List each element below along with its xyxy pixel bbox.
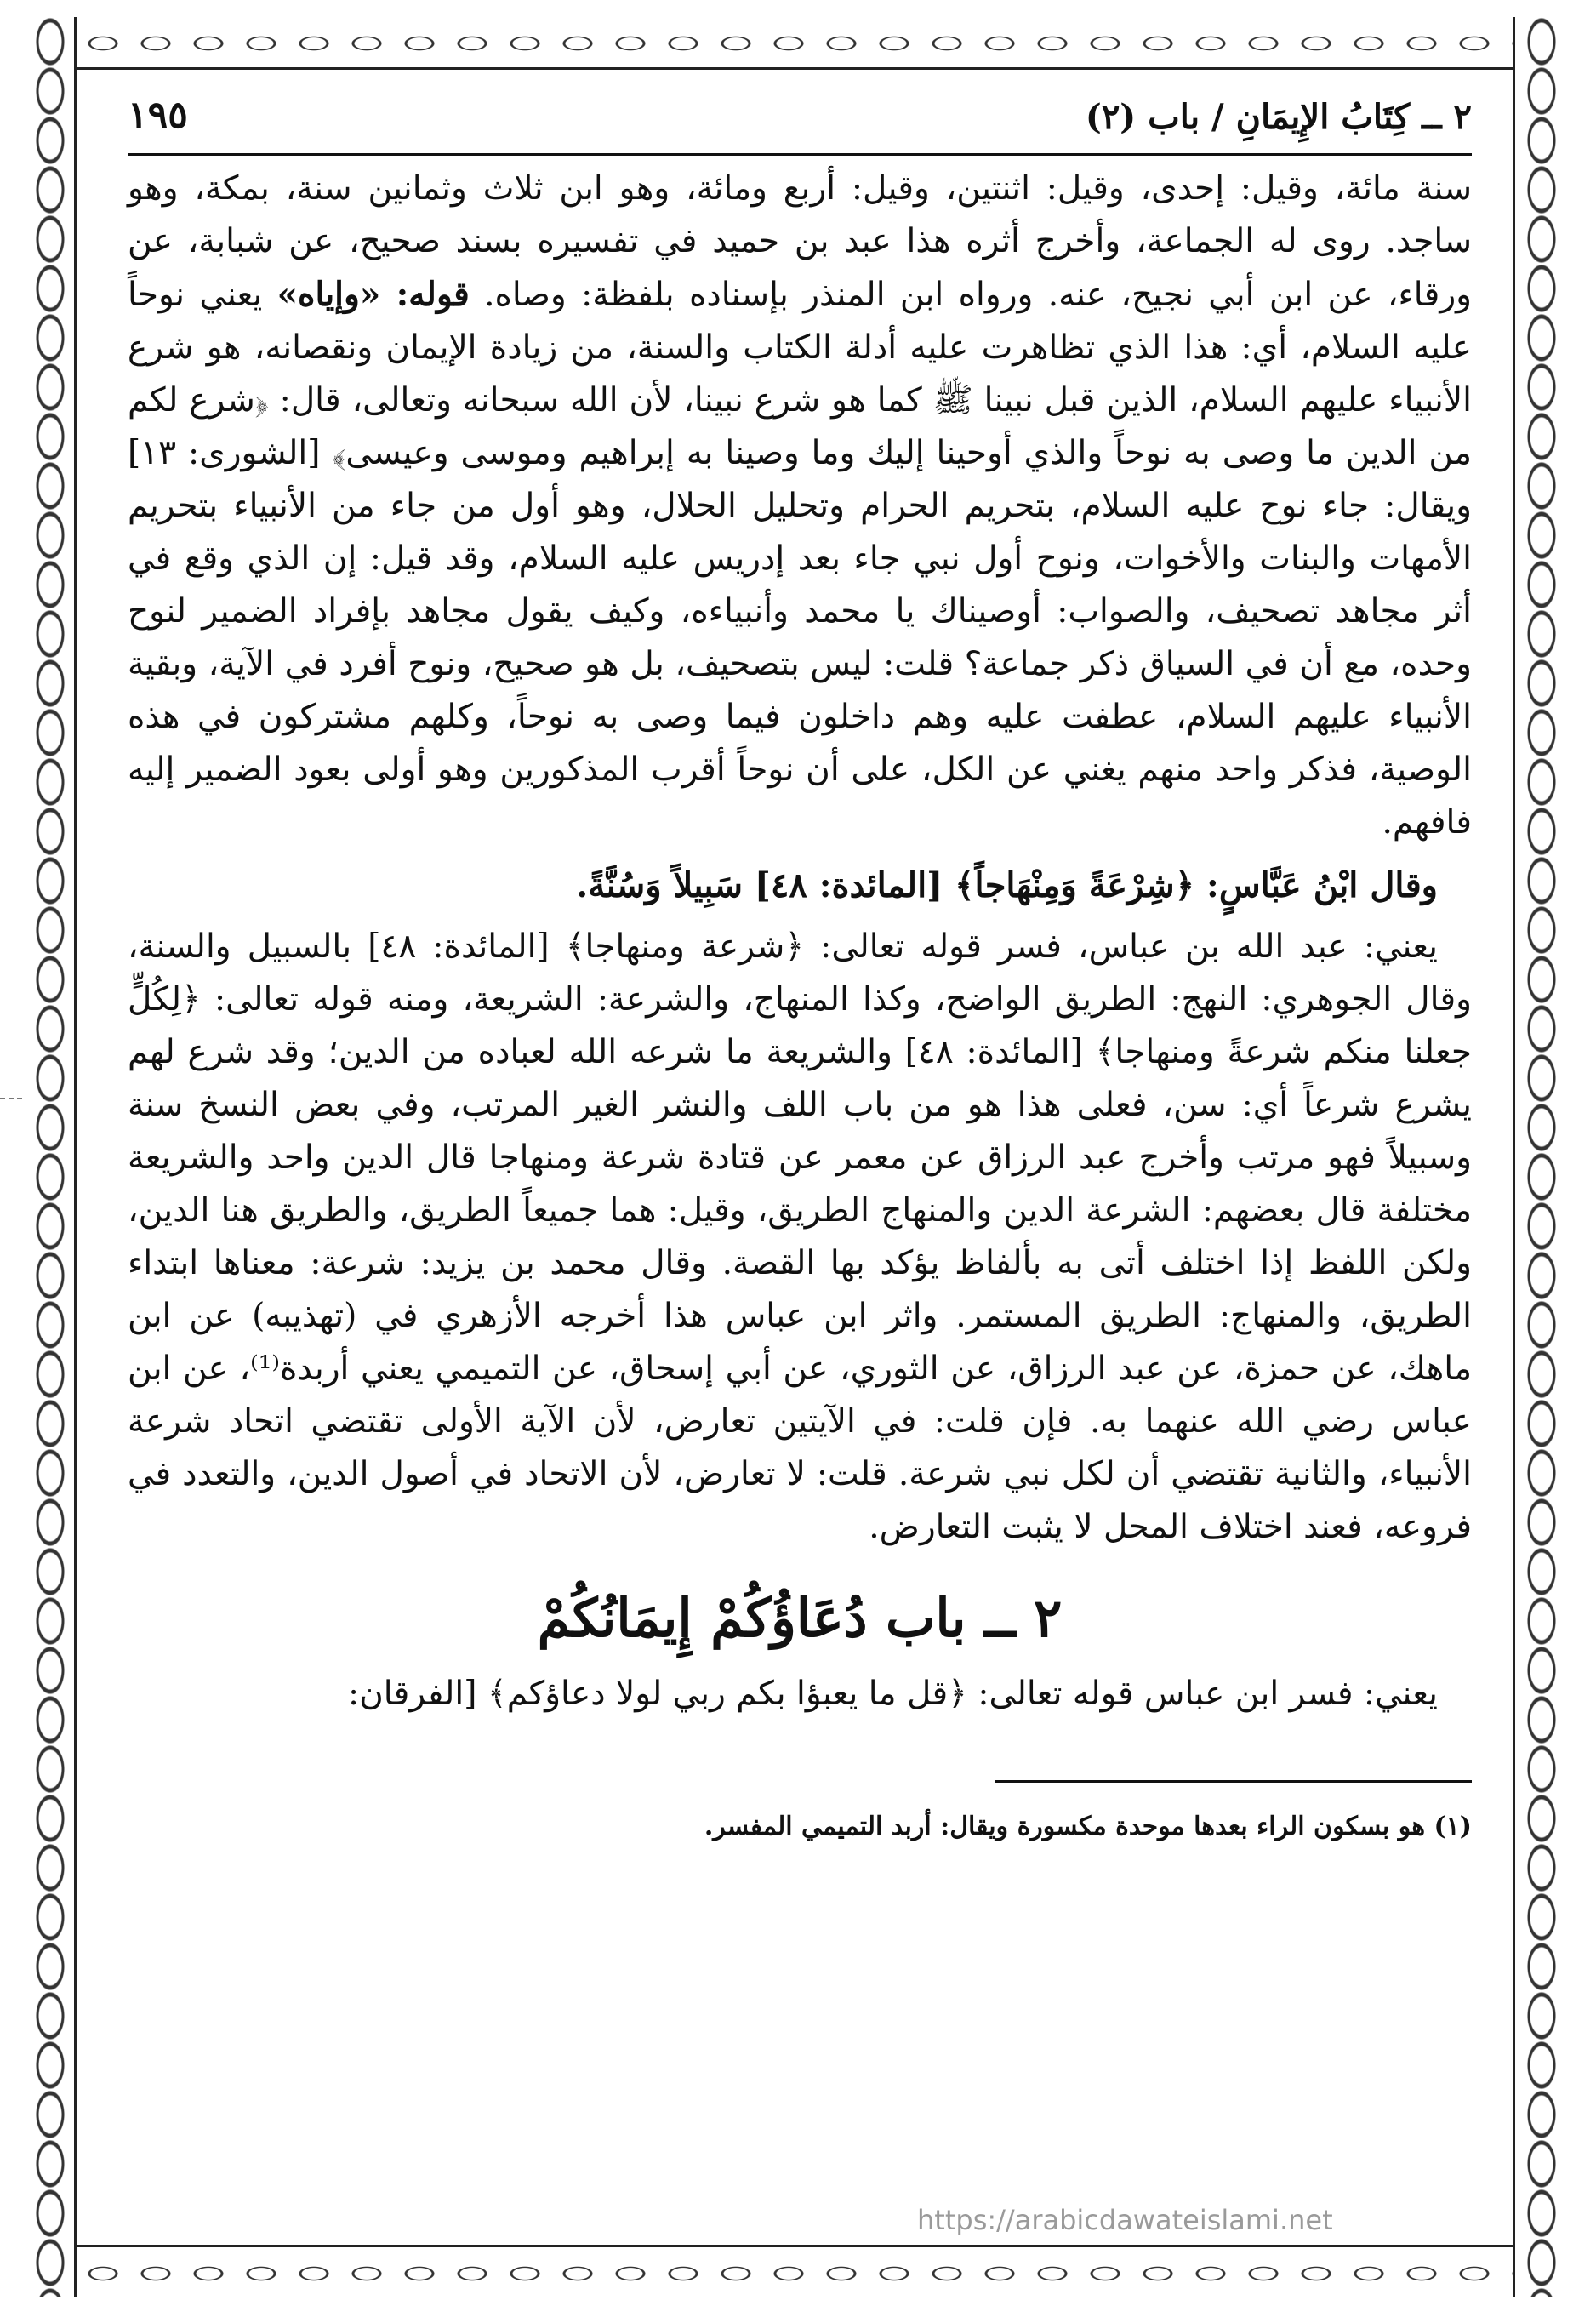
commentary-keyword: قوله: «وإياه» [276, 275, 470, 314]
footnote: (١) هو بسكون الراء بعدها موحدة مكسورة ويقال: أربد التميمي المفسر. [704, 1812, 1472, 1841]
hadith-quote: وقال ابْنُ عَبَّاسٍ: ﴿شِرْعَةً وَمِنْهَاجاً﴾ [المائدة: ٤٨] سَبِيلاً وَسُنَّةً. [576, 865, 1438, 905]
running-header [128, 85, 1472, 156]
margin-dash [0, 1098, 22, 1099]
page-content [128, 85, 1472, 1871]
paragraph-1-text: سنة مائة، وقيل: إحدى، وقيل: اثنتين، وقيل: أربع ومائة، وهو ابن ثلاث وثمانين سنة، بمكة، وهو ساجد. روى له الجماعة، وأخرج أثره هذا عبد بن حميد في تفسيره بسند صحيح، عن شبابة، عن ورقاء، عن ابن أبي نجيح، عنه. ورواه ابن المنذر بإسناده بلفظة: وصاه. [128, 169, 1472, 314]
ornamental-border-bottom [24, 2245, 1565, 2297]
footnote-divider [995, 1780, 1472, 1783]
chapter-running-title: ٢ ــ كِتَابُ الإِيمَانِ / باب (٢) [1085, 97, 1472, 137]
website-watermark: https://arabicdawateislami.net [917, 2204, 1333, 2236]
paragraph-3: يعني: فسر ابن عباس قوله تعالى: ﴿قل ما يعبؤا بكم ربي لولا دعاؤكم﴾ [الفرقان: [347, 1675, 1438, 1713]
paragraph-1 [128, 163, 1472, 849]
ornamental-border-right [1513, 17, 1565, 2297]
page-number: ١٩٥ [128, 94, 188, 137]
ornamental-border-left [24, 17, 77, 2297]
paragraph-1-continuation: يعني نوحاً عليه السلام، أي: هذا الذي تظاهرت عليه أدلة الكتاب والسنة، من زيادة الإيمان ونقصانه، هو شرع الأنبياء عليهم السلام، الذين قبل نبينا ﷺ كما هو شرع نبينا، لأن الله سبحانه وتعالى، قال: ﴿شرع لكم من الدين ما وصى به نوحاً والذي أوحينا إليك وما وصينا به إبراهيم وموسى وعيسى﴾ [الشورى: ١٣] ويقال: جاء نوح عليه السلام، بتحريم الحرام وتحليل الحلال، وهو أول من جاء من الأنبياء بتحريم الأمهات والبنات والأخوات، ونوح أول نبي جاء بعد إدريس عليه السلام، وقد قيل: إن الذي وقع في أثر مجاهد تصحيف، والصواب: أوصيناك يا محمد وأنبياءه، وكيف يقول مجاهد بإفراد الضمير لنوح وحده، مع أن في السياق ذكر جماعة؟ قلت: ليس بتصحيف، بل هو صحيح، ونوح أفرد في الآية، وبقية الأنبياء عليهم السلام، عطفت عليه وهم داخلون فيما وصى به نوحاً، وكلهم مشتركون في هذه الوصية، فذكر واحد منهم يغني عن الكل، على أن نوحاً أقرب المذكورين وهو أولى بعود الضمير إليه فافهم. [128, 276, 1472, 842]
chapter-heading: ٢ ــ باب دُعَاؤُكُمْ إِيمَانُكُمْ [537, 1587, 1063, 1649]
paragraph-2: يعني: عبد الله بن عباس، فسر قوله تعالى: ﴿شرعة ومنهاجا﴾ [المائدة: ٤٨] بالسبيل والسنة، وقال الجوهري: النهج: الطريق الواضح، وكذا المنهاج، والشرعة: الشريعة، ومنه قوله تعالى: ﴿لِكُلٍّ جعلنا منكم شرعةً ومنهاجا﴾ [المائدة: ٤٨] والشريعة ما شرعه الله لعباده من الدين؛ وقد شرع لهم يشرع شرعاً أي: سن، فعلى هذا هو من باب اللف والنشر الغير المرتب، وفي بعض النسخ سنة وسبيلاً فهو مرتب وأخرج عبد الرزاق عن معمر عن قتادة شرعة ومنهاجا قال الدين واحد والشريعة مختلفة قال بعضهم: الشرعة الدين والمنهاج الطريق، وقيل: هما جميعاً الطريق، والطريق هنا الدين، ولكن اللفظ إذا اختلف أتى به بألفاظ يؤكد بها القصة. وقال محمد بن يزيد: شرعة: معناها ابتداء الطريق، والمنهاج: الطريق المستمر. واثر ابن عباس هذا أخرجه الأزهري في (تهذيبه) عن ابن ماهك، عن حمزة، عن عبد الرزاق، عن الثوري، عن أبي إسحاق، عن التميمي يعني أربدة⁽¹⁾، عن ابن عباس رضي الله عنهما به. فإن قلت: في الآيتين تعارض، لأن الآية الأولى تقتضي اتحاد شرعة الأنبياء، والثانية تقتضي أن لكل نبي شرعة. قلت: لا تعارض، لأن الاتحاد في أصول الدين، والتعدد في فروعه، فعند اختلاف المحل لا يثبت التعارض. [128, 927, 1472, 1546]
ornamental-border-top [24, 17, 1565, 70]
